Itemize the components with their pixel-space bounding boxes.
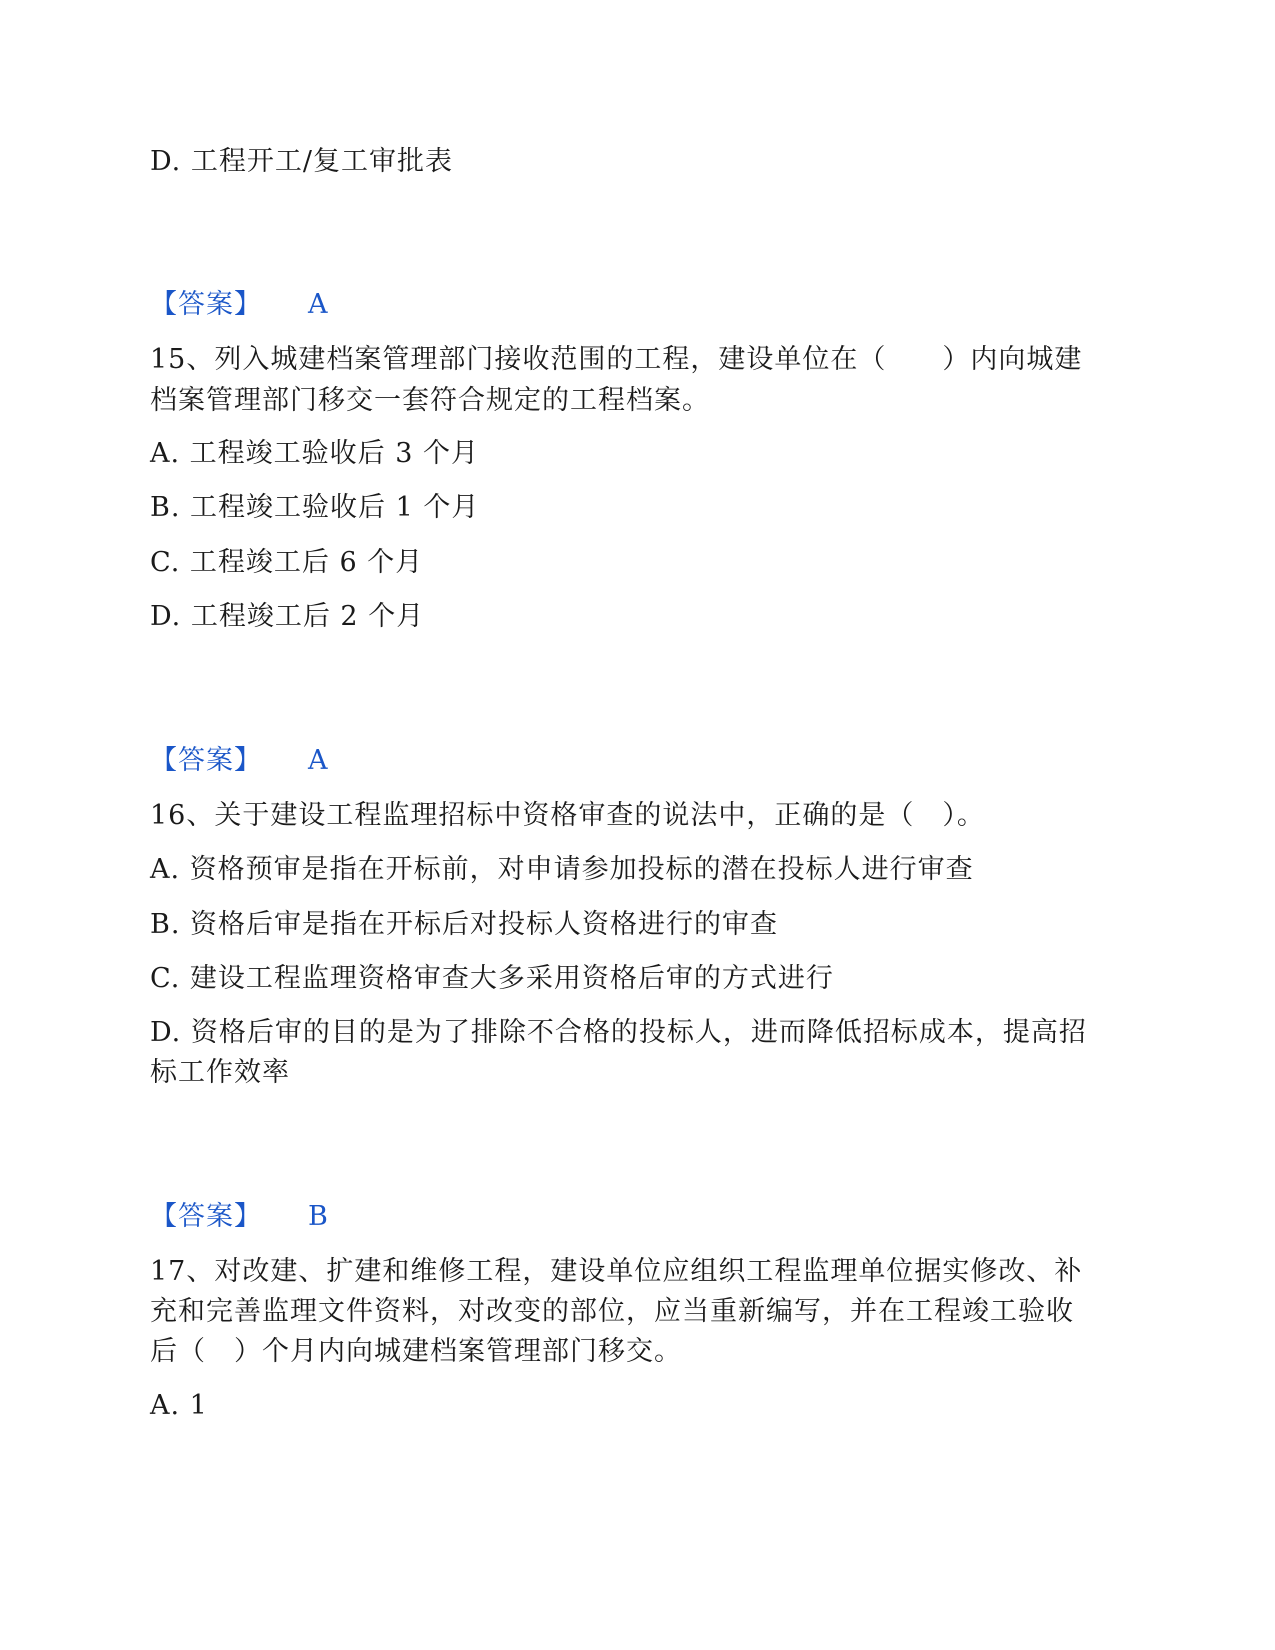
q15-option-a: A. 工程竣工验收后 3 个月 [150, 438, 480, 469]
answer-label: 【答案】 [150, 745, 262, 776]
q15-stem-line1: 15、列入城建档案管理部门接收范围的工程，建设单位在（ ）内向城建 [150, 344, 1083, 375]
q15-stem-line2: 档案管理部门移交一套符合规定的工程档案。 [150, 385, 710, 416]
q17-option-a: A. 1 [150, 1390, 208, 1421]
answer-row-q16 [150, 1197, 329, 1237]
q16-stem: 16、关于建设工程监理招标中资格审查的说法中，正确的是（ ）。 [150, 800, 985, 831]
q16-option-b: B. 资格后审是指在开标后对投标人资格进行的审查 [150, 909, 779, 940]
answer-value: A [308, 289, 329, 320]
prev-option-d: D. 工程开工/复工审批表 [150, 146, 453, 177]
answer-label: 【答案】 [150, 1201, 262, 1232]
answer-value: B [308, 1201, 329, 1232]
answer-row-q15 [150, 741, 329, 781]
q17-stem-line2: 充和完善监理文件资料，对改变的部位，应当重新编写，并在工程竣工验收 [150, 1296, 1074, 1327]
q17-stem-line1: 17、对改建、扩建和维修工程，建设单位应组织工程监理单位据实修改、补 [150, 1256, 1083, 1287]
q17-stem-line3: 后（ ）个月内向城建档案管理部门移交。 [150, 1336, 682, 1367]
q16-option-c: C. 建设工程监理资格审查大多采用资格后审的方式进行 [150, 963, 834, 994]
q15-option-b: B. 工程竣工验收后 1 个月 [150, 492, 480, 523]
q16-option-d-line2: 标工作效率 [150, 1057, 290, 1088]
answer-label: 【答案】 [150, 289, 262, 320]
q16-option-d-line1: D. 资格后审的目的是为了排除不合格的投标人，进而降低招标成本，提高招 [150, 1017, 1087, 1048]
answer-value: A [308, 745, 329, 776]
q15-option-d: D. 工程竣工后 2 个月 [150, 601, 425, 632]
q15-option-c: C. 工程竣工后 6 个月 [150, 547, 424, 578]
answer-row-q14 [150, 285, 329, 325]
q16-option-a: A. 资格预审是指在开标前，对申请参加投标的潜在投标人进行审查 [150, 854, 974, 885]
